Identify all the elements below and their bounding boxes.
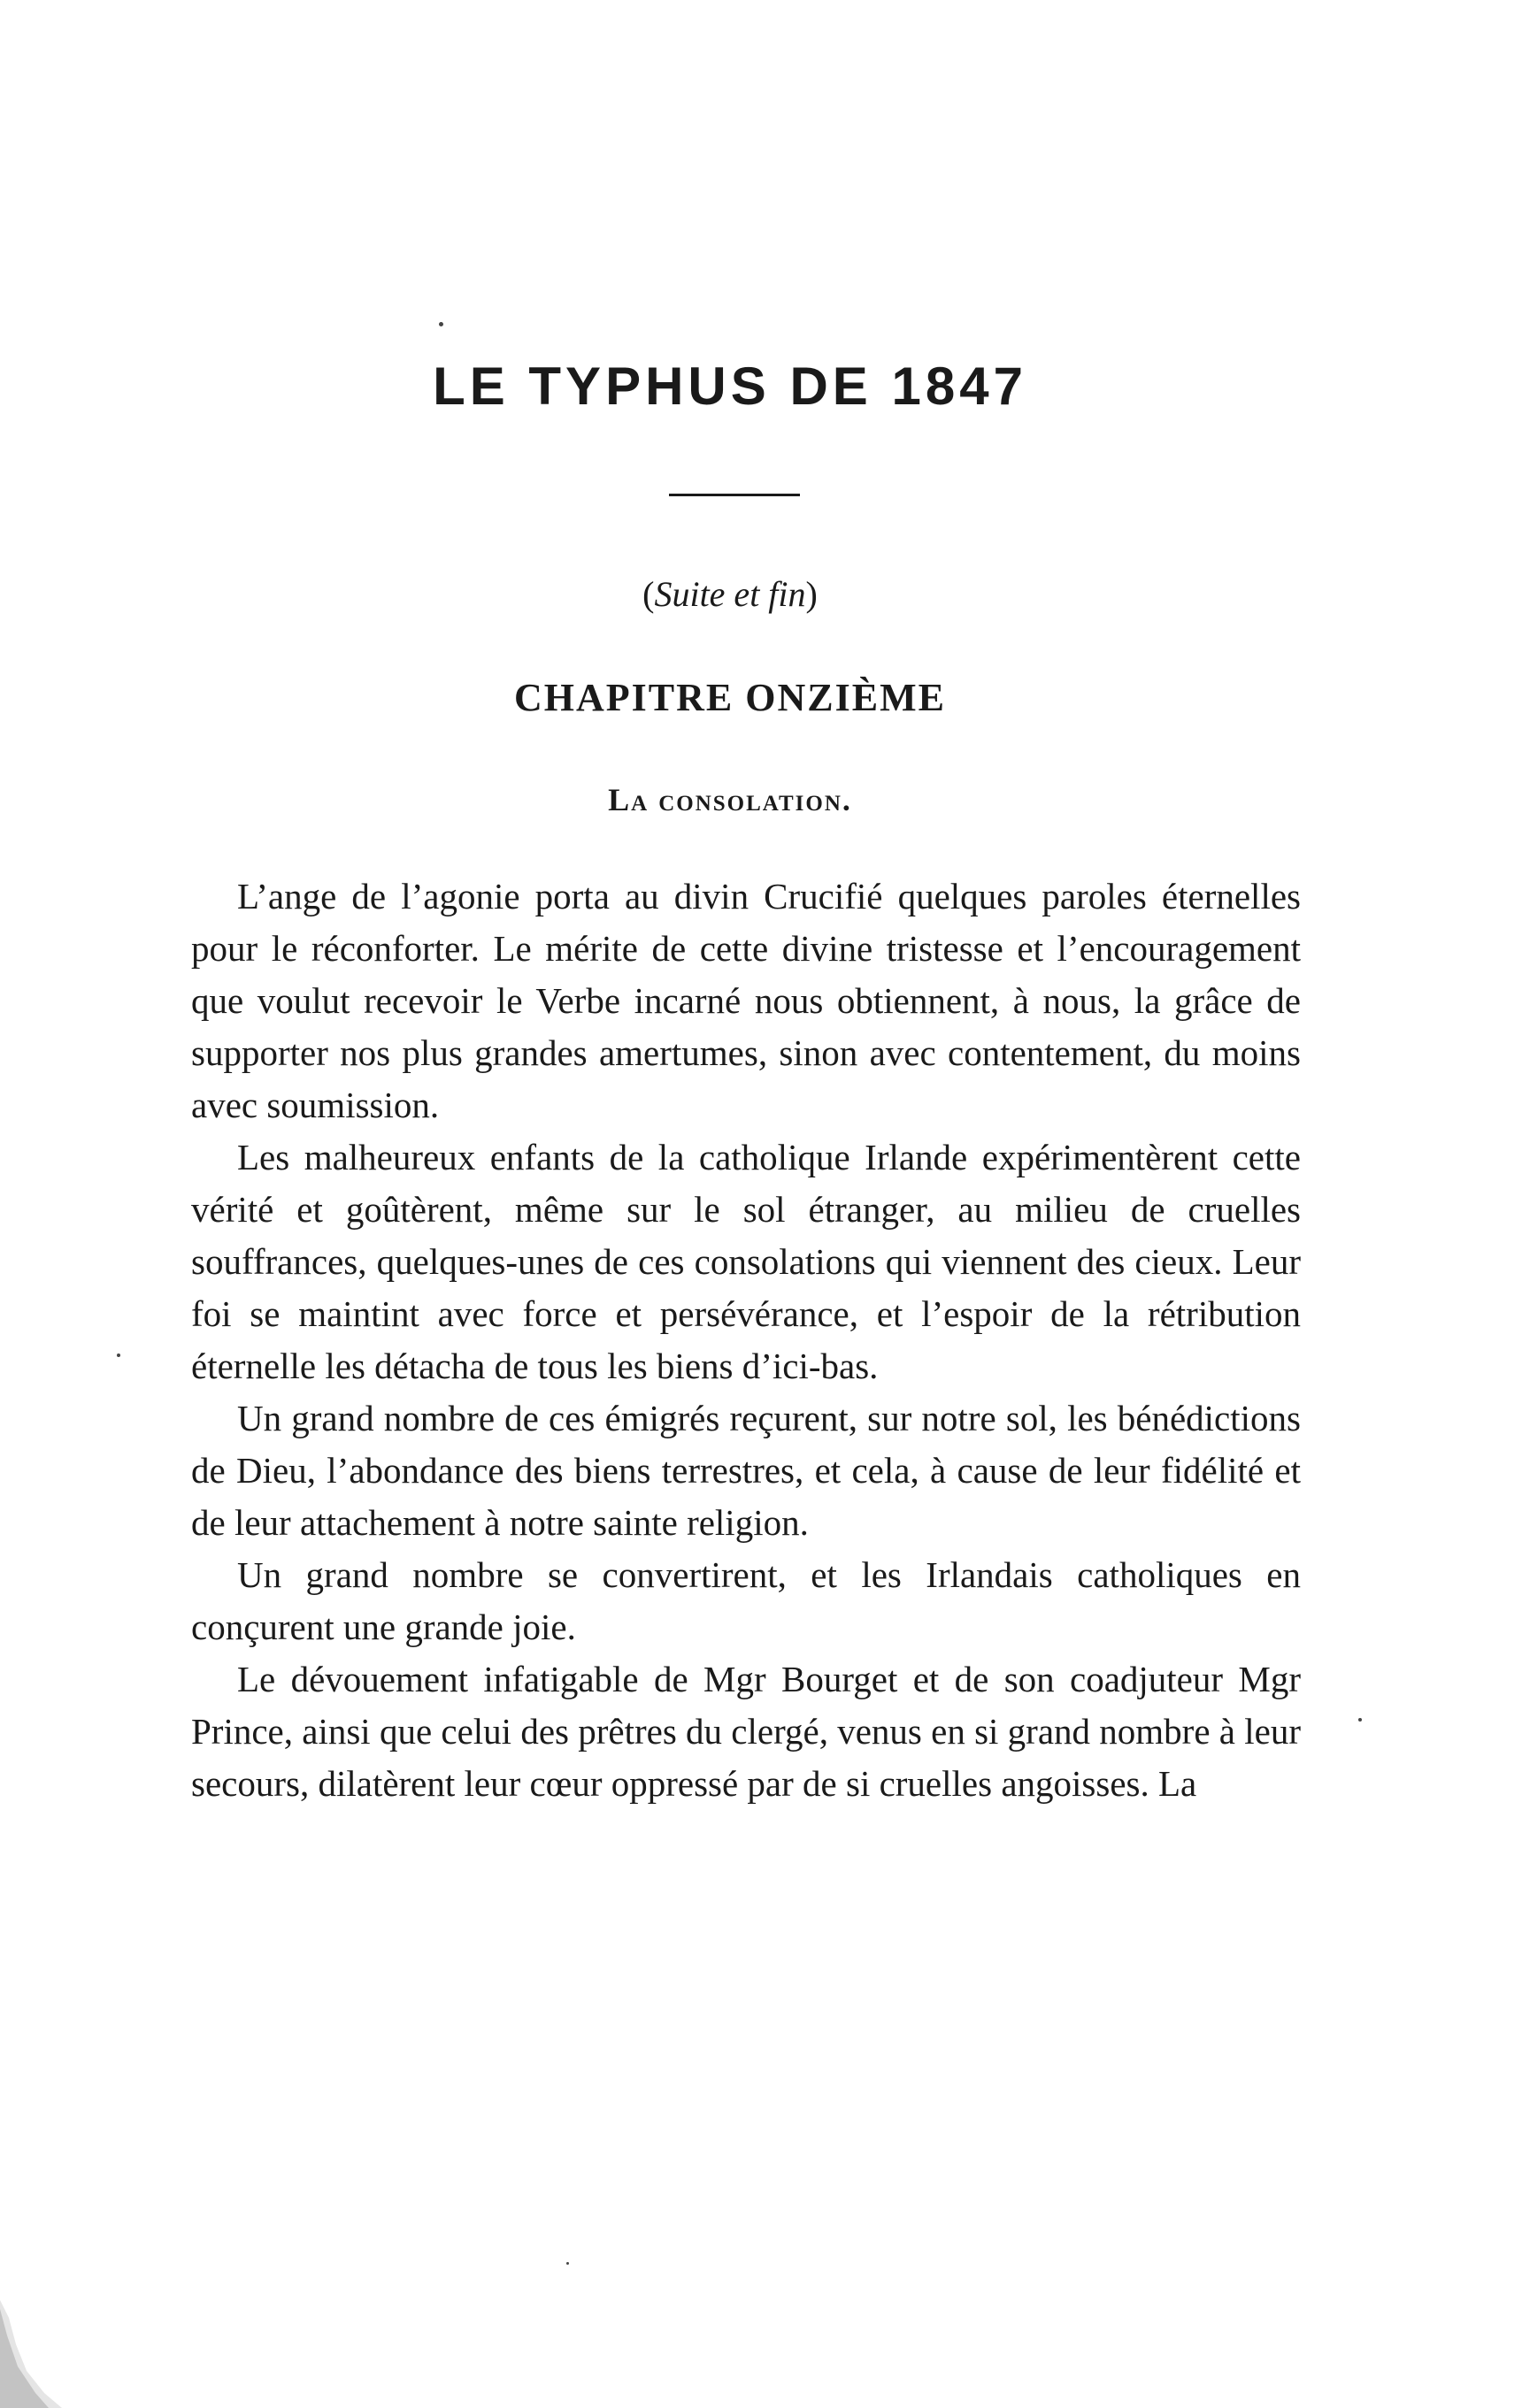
paragraph: L’ange de l’agonie porta au divin Crucifié quelques paroles éternelles pour le réconforter. Le mérite de cette divine tristesse et l’encouragement que voulut recevoir le Verbe incarné nous obtiennent, à nous, la grâce de supporter nos plus grandes amertumes, sinon avec contentement, du moins avec soumission. [191,876,1301,1125]
section-heading: La consolation. [608,782,852,817]
ink-speck [566,2262,569,2265]
paragraph: Un grand nombre se convertirent, et les Irlandais catholiques en conçurent une grande joie. [191,1554,1301,1647]
chapter-heading: CHAPITRE ONZIÈME [514,676,946,719]
paragraph: Le dévouement infatigable de Mgr Bourget et de son coadjuteur Mgr Prince, ainsi que celui des prêtres du clergé, venus en si grand nombre à leur secours, dilatèrent leur cœur oppressé par de si cruelles angoisses. La [191,1659,1301,1804]
ink-speck [117,1354,120,1357]
paragraph: Les malheureux enfants de la catholique Irlande expérimentèrent cette vérité et goûtèrent, même sur le sol étranger, au milieu de cruelles souffrances, quelques-unes de ces consolations qui viennent des cieux. Leur foi se maintint avec force et persévérance, et l’espoir de la rétribution éternelle les détacha de tous les biens d’ici-bas. [191,1137,1301,1386]
title-divider [669,494,800,496]
page-title: LE TYPHUS DE 1847 [433,357,1027,416]
subtitle-open-paren: ( [642,574,655,614]
ink-speck [439,322,443,326]
ink-speck [1358,1718,1362,1722]
subtitle-text: Suite et fin [654,574,806,614]
body-text [191,870,1301,1810]
paragraph: Un grand nombre de ces émigrés reçurent, sur notre sol, les bénédictions de Dieu, l’abondance des biens terrestres, et cela, à cause de leur fidélité et de leur attachement à notre sainte religion. [191,1398,1301,1543]
subtitle [0,573,1460,615]
page-edge-smudge [0,2300,71,2408]
subtitle-close-paren: ) [805,574,818,614]
